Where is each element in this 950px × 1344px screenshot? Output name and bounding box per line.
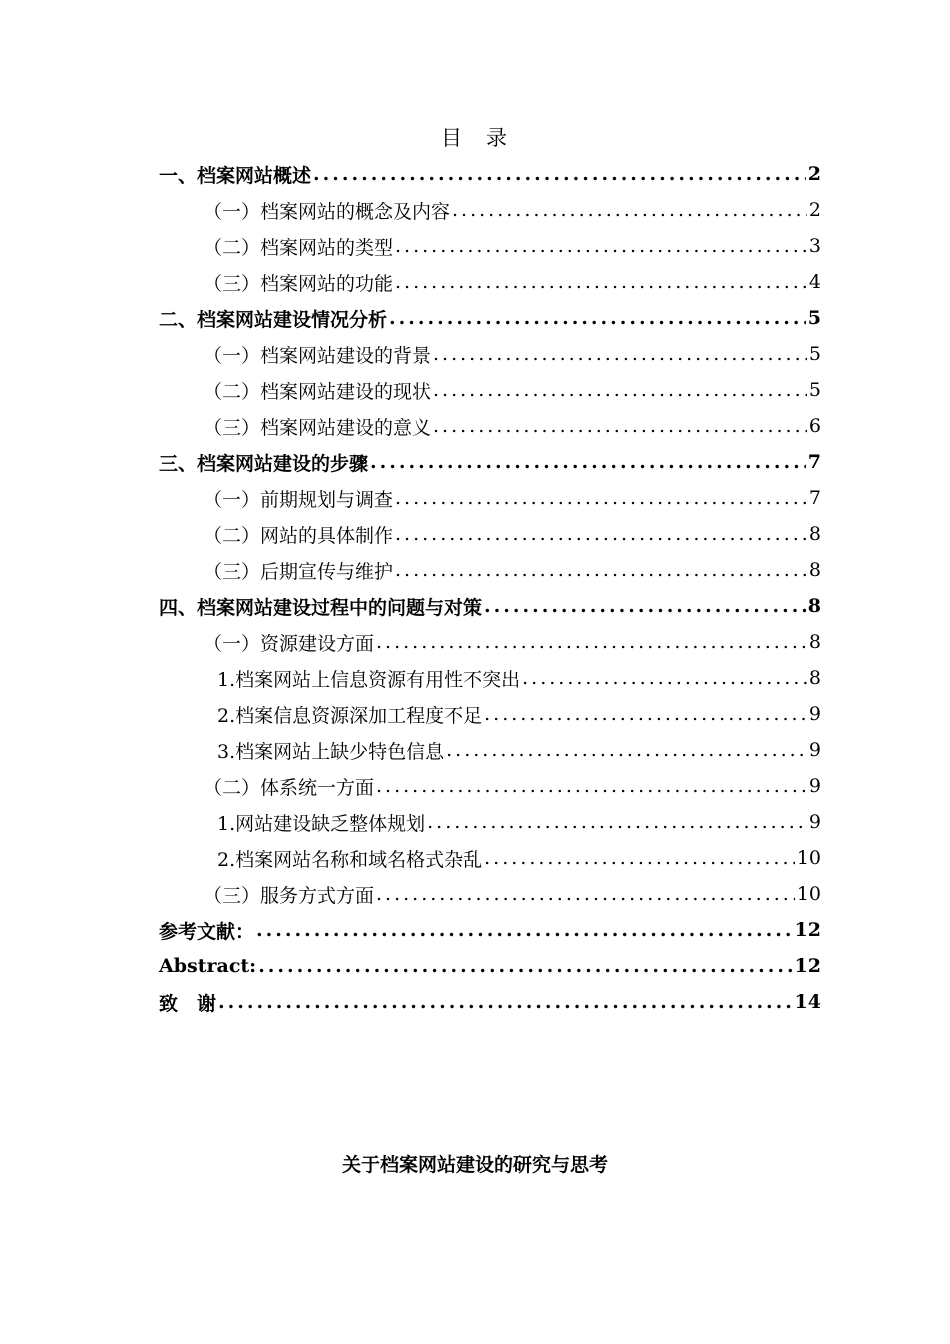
toc-entry-label: 2.档案网站名称和域名格式杂乱 <box>217 848 483 871</box>
toc-entry-label: 二、档案网站建设情况分析 <box>159 308 388 331</box>
toc-entry-label: （二）档案网站建设的现状 <box>203 380 432 403</box>
toc-entry[interactable] <box>159 660 821 696</box>
toc-leader-dots <box>484 595 806 617</box>
toc-entry-label: Abstract: <box>159 955 257 977</box>
toc-entry-page-number: 12 <box>794 955 821 977</box>
toc-entry-label: 三、档案网站建设的步骤 <box>159 452 369 475</box>
toc-entry-page-number: 5 <box>808 343 821 365</box>
table-of-contents <box>159 156 821 1020</box>
toc-leader-dots <box>395 271 807 293</box>
toc-leader-dots <box>376 883 795 905</box>
toc-entry-label: 四、档案网站建设过程中的问题与对策 <box>159 596 483 619</box>
toc-entry-label: （三）服务方式方面 <box>203 884 375 907</box>
toc-entry-page-number: 6 <box>808 415 821 437</box>
toc-entry-page-number: 8 <box>807 595 821 617</box>
toc-leader-dots <box>427 811 807 833</box>
toc-entry[interactable] <box>159 516 821 552</box>
toc-heading-left: 目 <box>441 126 464 150</box>
toc-entry-page-number: 12 <box>794 919 821 941</box>
toc-entry-page-number: 5 <box>807 307 821 329</box>
toc-entry-page-number: 8 <box>808 667 821 689</box>
toc-leader-dots <box>258 955 792 977</box>
toc-entry-page-number: 9 <box>808 703 821 725</box>
toc-entry[interactable] <box>159 228 821 264</box>
toc-entry[interactable] <box>159 480 821 516</box>
toc-entry-label: 1.档案网站上信息资源有用性不突出 <box>217 668 521 691</box>
toc-entry[interactable] <box>159 300 821 336</box>
toc-leader-dots <box>433 379 807 401</box>
toc-entry[interactable] <box>159 552 821 588</box>
toc-entry-label: （一）前期规划与调查 <box>203 488 394 511</box>
toc-entry[interactable] <box>159 804 821 840</box>
toc-entry[interactable] <box>159 408 821 444</box>
toc-entry[interactable] <box>159 984 821 1020</box>
toc-entry[interactable] <box>159 156 821 192</box>
toc-entry-label: （三）后期宣传与维护 <box>203 560 394 583</box>
toc-entry-label: 1.网站建设缺乏整体规划 <box>217 812 426 835</box>
toc-leader-dots <box>313 163 806 185</box>
toc-entry-page-number: 9 <box>808 739 821 761</box>
toc-entry[interactable] <box>159 444 821 480</box>
toc-leader-dots <box>370 451 806 473</box>
toc-entry-label: 参考文献： <box>159 920 255 943</box>
toc-entry-page-number: 2 <box>807 163 821 185</box>
toc-entry[interactable] <box>159 192 821 228</box>
toc-entry-label: （一）档案网站的概念及内容 <box>203 200 451 223</box>
toc-entry-page-number: 7 <box>807 451 821 473</box>
document-title: 关于档案网站建设的研究与思考 <box>341 1154 608 1176</box>
toc-entry-label: （二）档案网站的类型 <box>203 236 394 259</box>
toc-entry[interactable] <box>159 912 821 948</box>
toc-entry-label: 致 谢 <box>159 992 217 1015</box>
toc-entry-page-number: 14 <box>794 991 821 1013</box>
toc-leader-dots <box>395 559 807 581</box>
toc-leader-dots <box>256 919 793 941</box>
toc-entry[interactable] <box>159 372 821 408</box>
toc-leader-dots <box>389 307 806 329</box>
toc-leader-dots <box>433 343 807 365</box>
toc-heading-right: 录 <box>486 126 509 150</box>
toc-leader-dots <box>484 703 807 725</box>
toc-entry-page-number: 10 <box>796 883 821 905</box>
toc-entry-page-number: 3 <box>808 235 821 257</box>
toc-leader-dots <box>218 991 793 1013</box>
toc-entry[interactable] <box>159 876 821 912</box>
toc-entry-page-number: 8 <box>808 631 821 653</box>
toc-leader-dots <box>484 847 795 869</box>
toc-entry-page-number: 4 <box>808 271 821 293</box>
toc-leader-dots <box>395 523 807 545</box>
toc-entry-page-number: 8 <box>808 559 821 581</box>
toc-entry-label: 一、档案网站概述 <box>159 164 312 187</box>
toc-entry-label: （三）档案网站建设的意义 <box>203 416 432 439</box>
toc-entry-label: （二）网站的具体制作 <box>203 524 394 547</box>
toc-entry[interactable] <box>159 840 821 876</box>
toc-leader-dots <box>395 487 807 509</box>
toc-entry-label: （三）档案网站的功能 <box>203 272 394 295</box>
toc-leader-dots <box>433 415 807 437</box>
toc-entry[interactable] <box>159 624 821 660</box>
toc-entry[interactable] <box>159 336 821 372</box>
toc-entry-label: 3.档案网站上缺少特色信息 <box>217 740 445 763</box>
toc-entry-label: （一）档案网站建设的背景 <box>203 344 432 367</box>
toc-entry-label: 2.档案信息资源深加工程度不足 <box>217 704 483 727</box>
toc-entry[interactable] <box>159 732 821 768</box>
toc-entry[interactable] <box>159 768 821 804</box>
toc-entry[interactable] <box>159 264 821 300</box>
toc-entry[interactable] <box>159 588 821 624</box>
toc-leader-dots <box>446 739 807 761</box>
toc-leader-dots <box>376 775 807 797</box>
toc-entry-page-number: 8 <box>808 523 821 545</box>
toc-leader-dots <box>395 235 807 257</box>
toc-entry-page-number: 9 <box>808 775 821 797</box>
toc-entry-page-number: 9 <box>808 811 821 833</box>
toc-entry-label: （一）资源建设方面 <box>203 632 375 655</box>
toc-entry-page-number: 2 <box>808 199 821 221</box>
toc-entry-label: （二）体系统一方面 <box>203 776 375 799</box>
toc-entry-page-number: 10 <box>796 847 821 869</box>
toc-entry-page-number: 7 <box>808 487 821 509</box>
toc-heading <box>0 122 950 152</box>
toc-entry[interactable] <box>159 948 821 984</box>
toc-entry-page-number: 5 <box>808 379 821 401</box>
toc-leader-dots <box>452 199 807 221</box>
toc-leader-dots <box>376 631 807 653</box>
toc-leader-dots <box>522 667 807 689</box>
toc-entry[interactable] <box>159 696 821 732</box>
